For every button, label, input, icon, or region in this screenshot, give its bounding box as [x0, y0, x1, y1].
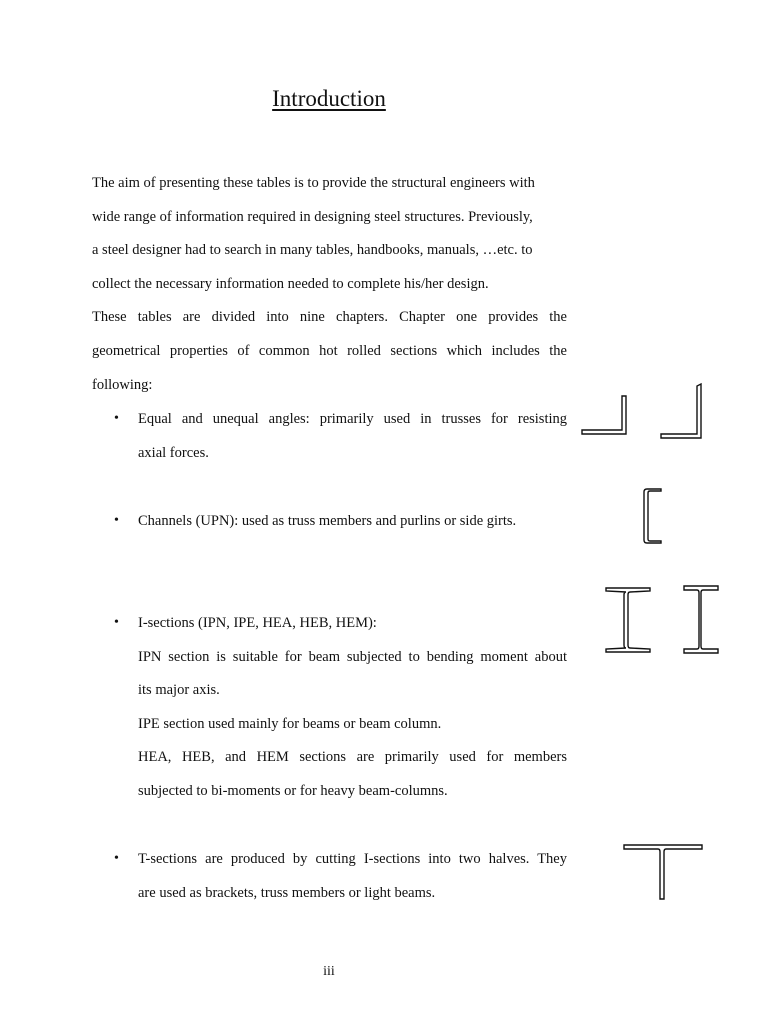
bullet-line: subjected to bi-moments or for heavy beam-columns.	[138, 782, 448, 799]
bullet-i-sections	[138, 612, 567, 814]
bullet-marker: •	[114, 851, 119, 866]
bullet-line: HEA, HEB, and HEM sections are primarily used for members	[138, 749, 567, 766]
unequal-angle-section-icon	[659, 382, 705, 440]
bullet-line: are used as brackets, truss members or light beams.	[138, 884, 436, 901]
bullet-marker: •	[114, 615, 119, 630]
equal-angle-section-icon	[580, 394, 630, 438]
bullet-channels	[138, 510, 567, 544]
intro-line: The aim of presenting these tables is to provide the structural engineers with	[92, 175, 535, 191]
intro-line: following:	[92, 376, 153, 393]
bullet-line: IPE section used mainly for beams or beam column.	[138, 715, 442, 732]
bullet-angles	[138, 408, 567, 475]
page-number: iii	[323, 964, 335, 979]
ipn-section-icon	[604, 586, 652, 654]
intro-line: collect the necessary information needed to complete his/her design.	[92, 275, 489, 292]
bullet-marker: •	[114, 513, 119, 528]
bullet-line: IPN section is suitable for beam subjected to bending moment about	[138, 648, 567, 665]
bullet-t-sections	[138, 848, 567, 915]
intro-line: geometrical properties of common hot rolled sections which includes the	[92, 342, 567, 359]
intro-paragraph	[92, 172, 567, 407]
intro-line: a steel designer had to search in many tables, handbooks, manuals, …etc. to	[92, 242, 533, 259]
page-title: Introduction	[272, 86, 386, 111]
bullet-line: its major axis.	[138, 682, 220, 699]
intro-line: wide range of information required in designing steel structures. Previously,	[92, 208, 533, 225]
bullet-line: T-sections are produced by cutting I-sections into two halves. They	[138, 851, 567, 867]
bullet-marker: •	[114, 411, 119, 426]
hea-section-icon	[682, 584, 720, 656]
bullet-line: Channels (UPN): used as truss members and purlins or side girts.	[138, 513, 517, 529]
bullet-line: I-sections (IPN, IPE, HEA, HEB, HEM):	[138, 615, 377, 631]
bullet-line: axial forces.	[138, 444, 209, 461]
t-section-icon	[622, 842, 704, 902]
bullet-line: Equal and unequal angles: primarily used in trusses for resisting	[138, 411, 567, 427]
channel-section-icon	[641, 487, 665, 545]
intro-line: These tables are divided into nine chapters. Chapter one provides the	[92, 309, 567, 326]
